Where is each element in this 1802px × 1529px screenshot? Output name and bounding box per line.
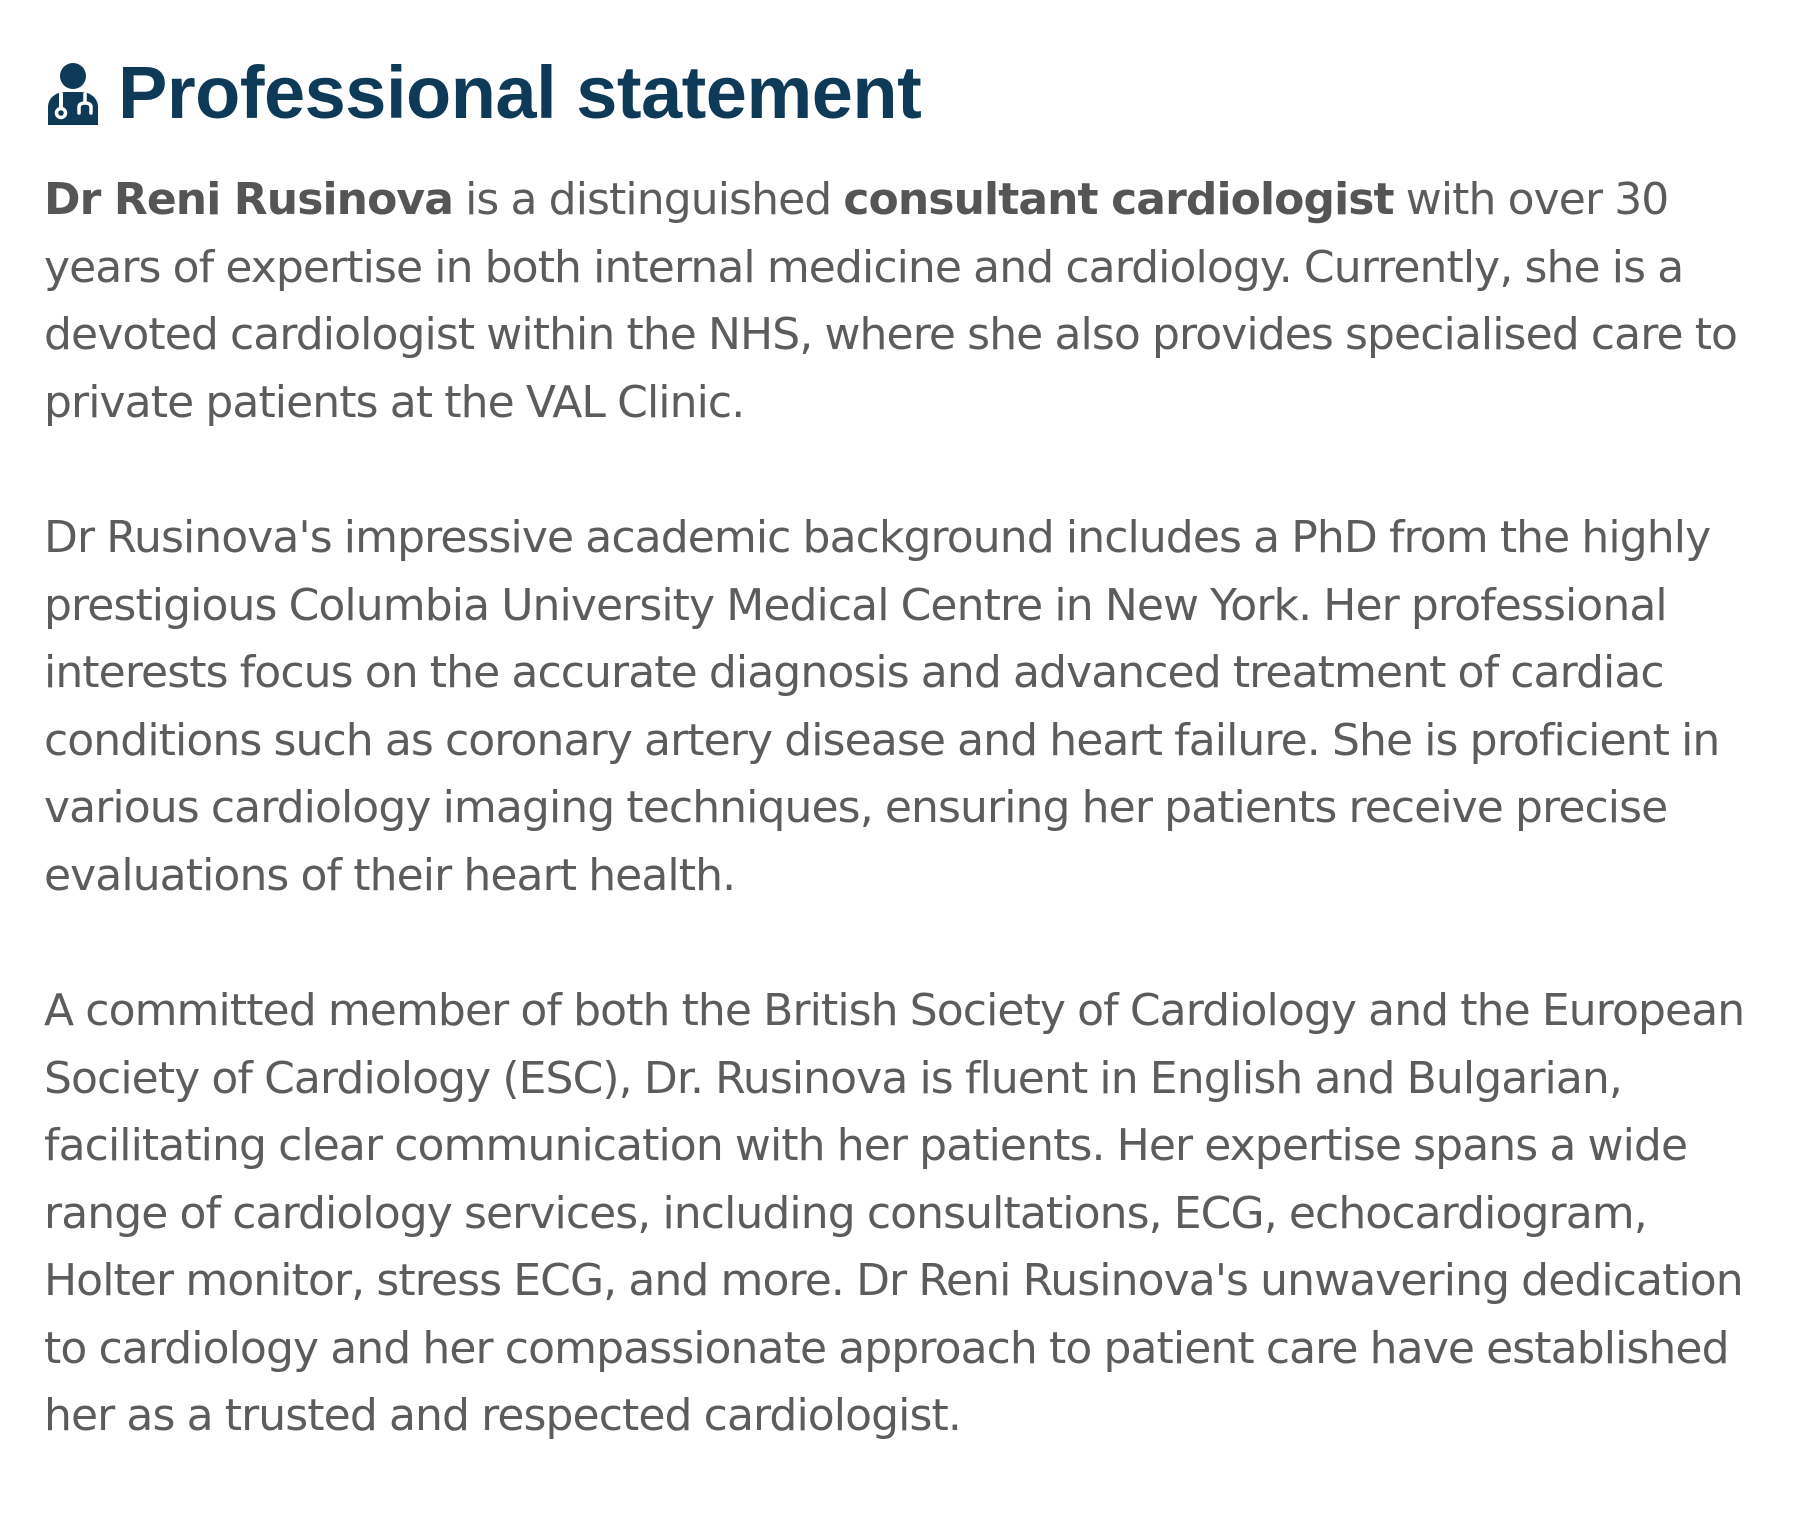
doctor-icon bbox=[44, 61, 102, 125]
section-heading bbox=[44, 48, 1769, 138]
paragraph-text: with over 30 years of expertise in both internal medicine and cardiology. Currently, she is a devoted cardiologist within the NHS, where she also provides specialised care to private patients at the VAL Clinic. bbox=[44, 174, 1738, 428]
professional-statement-section bbox=[44, 48, 1769, 1518]
doctor-role: consultant cardiologist bbox=[843, 174, 1394, 225]
section-title: Professional statement bbox=[118, 51, 922, 134]
statement-paragraph: A committed member of both the British Society of Cardiology and the European Society of Cardiology (ESC), Dr. Rusinova is fluent in English and Bulgarian, facilitating clear communication with her patients. Her expertise spans a wide range of cardiology services, including consultations, ECG, echocardiogram, Holter monitor, stress ECG, and more. Dr Reni Rusinova's unwavering dedication to cardiology and her compassionate approach to patient care have established her as a trusted and respected cardiologist. bbox=[44, 985, 1745, 1441]
doctor-name: Dr Reni Rusinova bbox=[44, 174, 453, 225]
statement-paragraph: Dr Rusinova's impressive academic background includes a PhD from the highly prestigious Columbia University Medical Centre in New York. Her professional interests focus on the accurate diagnosis and advanced treatment of cardiac conditions such as coronary artery disease and heart failure. She is proficient in various cardiology imaging techniques, ensuring her patients receive precise evaluations of their heart health. bbox=[44, 512, 1720, 901]
statement-paragraph bbox=[44, 166, 1769, 436]
paragraph-text: is a distinguished bbox=[453, 174, 844, 225]
